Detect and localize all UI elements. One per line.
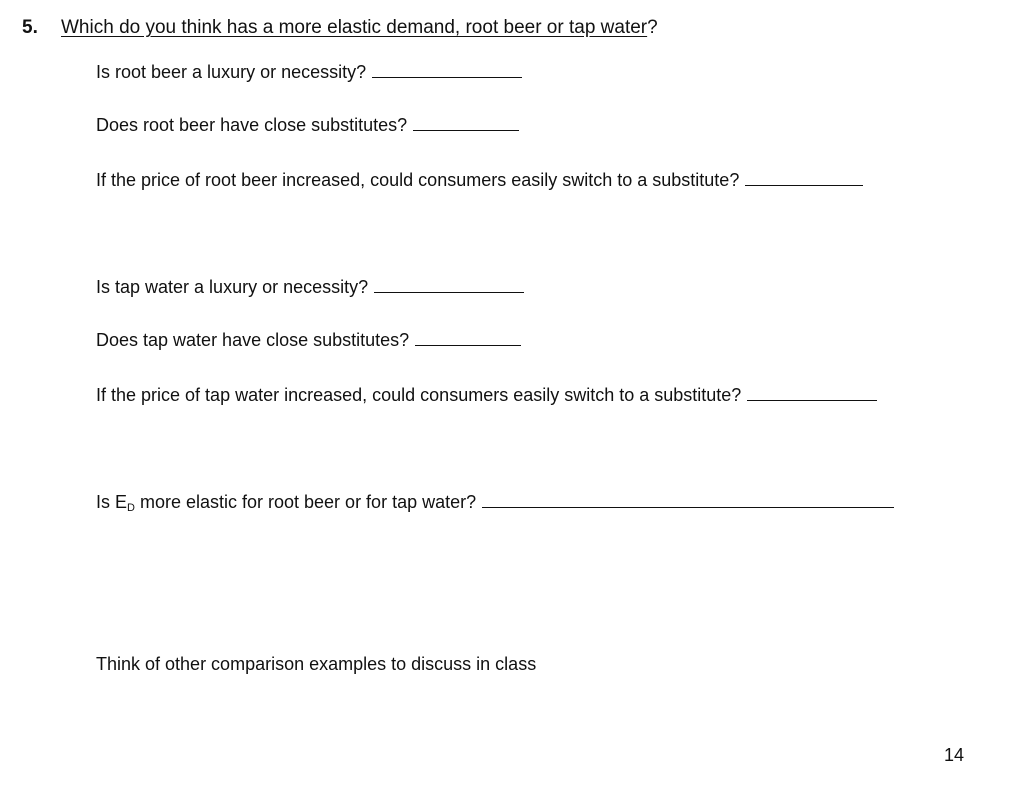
tap-water-luxury-question	[96, 277, 524, 298]
question-text	[96, 492, 476, 514]
answer-blank[interactable]	[374, 278, 524, 293]
question-text: If the price of root beer increased, could consumers easily switch to a substitute?	[96, 170, 740, 190]
question-title	[61, 17, 658, 39]
root-beer-switch-question	[96, 170, 863, 191]
answer-blank[interactable]	[372, 63, 522, 78]
question-text: Does tap water have close substitutes?	[96, 330, 410, 350]
tap-water-switch-question	[96, 385, 877, 406]
demand-subscript: D	[127, 502, 135, 514]
elasticity-question	[96, 492, 894, 514]
tap-water-substitutes-question	[96, 330, 521, 351]
question-number: 5.	[22, 17, 38, 38]
root-beer-substitutes-question	[96, 115, 519, 136]
question-title-mark: ?	[647, 17, 658, 38]
answer-blank[interactable]	[482, 493, 894, 508]
answer-blank[interactable]	[747, 386, 877, 401]
prompt-text: Think of other comparison examples to discuss in class	[96, 654, 537, 674]
question-text: Is root beer a luxury or necessity?	[96, 62, 367, 82]
root-beer-luxury-question	[96, 62, 522, 83]
question-text: If the price of tap water increased, could consumers easily switch to a substitute?	[96, 385, 742, 405]
question-text: Does root beer have close substitutes?	[96, 115, 408, 135]
answer-blank[interactable]	[413, 116, 519, 131]
question-text: Is tap water a luxury or necessity?	[96, 277, 369, 297]
question-title-text: Which do you think has a more elastic demand, root beer or tap water	[61, 17, 648, 38]
question-prefix: Is E	[96, 492, 128, 512]
answer-blank[interactable]	[745, 171, 863, 186]
page-number: 14	[943, 745, 964, 765]
answer-blank[interactable]	[415, 331, 521, 346]
question-suffix: more elastic for root beer or for tap water?	[134, 492, 477, 512]
discussion-prompt	[96, 654, 536, 675]
